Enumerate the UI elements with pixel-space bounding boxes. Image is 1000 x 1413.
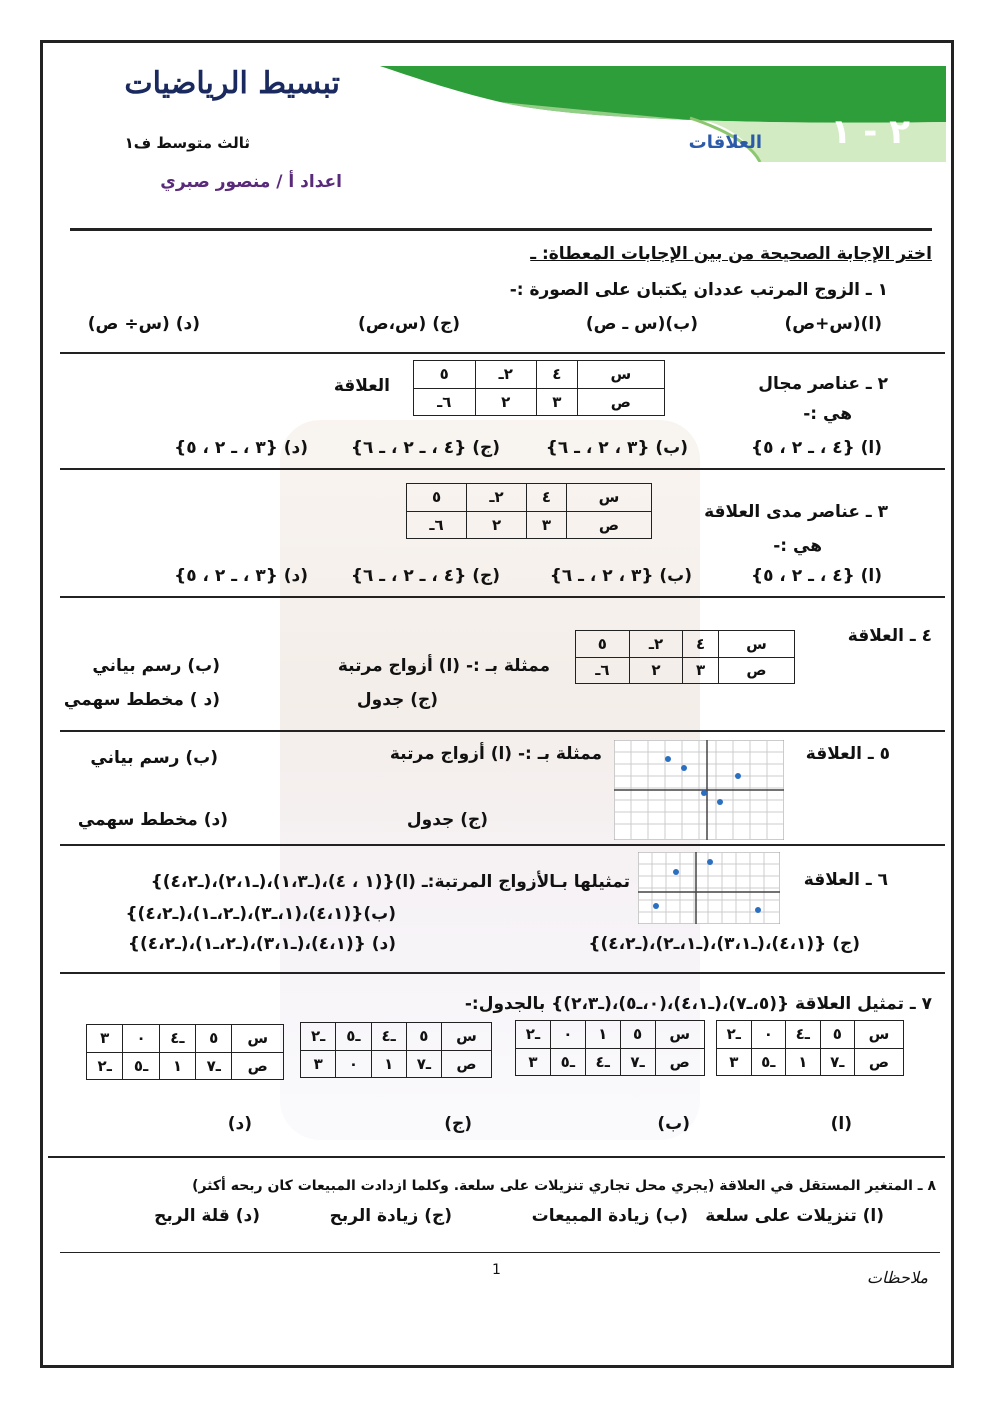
q4-option-d[interactable]: (د ) مخطط سهمي (63, 690, 220, 710)
q6-text: ٦ ـ العلاقة (803, 870, 888, 890)
divider (60, 468, 945, 470)
q7-label-c: (ج) (444, 1114, 472, 1134)
lesson-number: ٢ - ١ (830, 112, 910, 152)
q7-label-b: (ب) (657, 1114, 690, 1134)
q8-option-c[interactable]: (ج) زيادة الربح (329, 1206, 452, 1226)
notes-label: ملاحظات (866, 1268, 928, 1287)
q2-option-d[interactable]: (د) {٣ ، ـ ٢ ، ٥} (174, 438, 308, 458)
q6-option-d[interactable]: (د) {(٤،١)،(ـ٣،١)،(ـ٢،ـ١)،(ـ٤،٢)} (127, 934, 396, 954)
q7-table-b[interactable]: س ٥ ١ ٠ ـ٢ ص ـ٧ ـ٤ ـ٥ ٣ (515, 1020, 705, 1076)
q5-option-d[interactable]: (د) مخطط سهمي (77, 810, 228, 830)
q4-text: ٤ ـ العلاقة (847, 626, 932, 646)
q7-text: ٧ ـ تمثيل العلاقة {(٥،ـ٧)،(ـ٤،١)،(٠،ـ٥)،(ـ٢،٣)} بالجدول:- (464, 994, 932, 1014)
author-label: اعداد أ / منصور صبري (160, 172, 342, 192)
q5-option-a[interactable]: ممثلة بـ :- (ا) أزواج مرتبة (389, 744, 602, 764)
q4-option-c[interactable]: (ج) جدول (356, 690, 438, 710)
q8-text: ٨ ـ المتغير المستقل في العلاقة (يجري محل تجاري تنزيلات على سلعة. وكلما ازدادت المبيعات كان ربحه أكثر) (192, 1178, 936, 1194)
table-header-x: س (577, 361, 664, 389)
q3-text: ٣ ـ عناصر مدى العلاقة (704, 502, 888, 522)
q3-option-c[interactable]: (ج) {٤ ، ـ ٢ ، ـ ٦} (350, 566, 500, 586)
q8-option-d[interactable]: (د) قلة الربح (154, 1206, 260, 1226)
q1-text: ١ ـ الزوج المرتب عددان يكتبان على الصورة :- (509, 280, 888, 300)
q4-option-a[interactable]: ممثلة بـ :- (ا) أزواج مرتبة (337, 656, 550, 676)
divider (60, 972, 945, 974)
q6-option-c[interactable]: (ج) {(٤،١)،(ـ٣،١)،(ـ١،ـ٢)،(ـ٤،٢)} (588, 934, 860, 954)
page-title: تبسيط الرياضيات (124, 66, 340, 101)
q3-relation-table: س ٤ ٢ـ ٥ ص ٣ ٢ ٦ـ (406, 483, 652, 539)
grade-label: ثالث متوسط ف١ (124, 134, 250, 152)
q1-option-b[interactable]: (ب)(س ـ ص) (585, 314, 698, 334)
q7-table-a[interactable]: س ٥ ـ٤ ٠ ـ٢ ص ـ٧ ١ ـ٥ ٣ (716, 1020, 904, 1076)
q2-hi: هي :- (803, 404, 852, 424)
divider (60, 844, 945, 846)
q2-option-a[interactable]: (ا) {٤ ، ـ ٢ ، ٥} (751, 438, 882, 458)
divider (60, 596, 945, 598)
q2-option-c[interactable]: (ج) {٤ ، ـ ٢ ، ـ ٦} (350, 438, 500, 458)
lesson-title: العلاقات (688, 132, 762, 153)
q6-scatter-graph (638, 852, 780, 924)
q1-option-d[interactable]: (د) (س÷ ص) (87, 314, 200, 334)
q7-table-c[interactable]: س ٥ ـ٤ ـ٥ ـ٢ ص ـ٧ ١ ٠ ٣ (300, 1022, 492, 1078)
q5-option-b[interactable]: (ب) رسم بياني (90, 748, 218, 768)
table-header-y: ص (577, 388, 664, 416)
q2-option-b[interactable]: (ب) {٣ ، ٢ ، ـ ٦} (545, 438, 688, 458)
q6-option-a[interactable]: تمثيلها بـالأزواج المرتبة:ـ (ا){(١ ، ٤)،(ـ١،٣)،(ـ٢،١)،(ـ٤،٢)} (150, 872, 630, 892)
page-number: 1 (492, 1262, 501, 1278)
q5-scatter-graph (614, 740, 784, 840)
q3-option-d[interactable]: (د) {٣ ، ـ ٢ ، ٥} (174, 566, 308, 586)
header-divider (70, 228, 932, 231)
q2-relation-label: العلاقة (333, 376, 390, 396)
q3-option-b[interactable]: (ب) {٣ ، ٢ ، ـ ٦} (549, 566, 692, 586)
q3-hi: هي :- (773, 536, 822, 556)
q8-option-a[interactable]: (ا) تنزيلات على سلعة (705, 1206, 884, 1226)
q5-text: ٥ ـ العلاقة (805, 744, 890, 764)
q7-label-a: (ا) (830, 1114, 852, 1134)
q2-text: ٢ ـ عناصر مجال (758, 374, 888, 394)
q6-option-b[interactable]: (ب){(٤،١)،(١،ـ٣)،(ـ٢،ـ١)،(ـ٤،٢)} (125, 904, 396, 924)
q7-label-d: (د) (227, 1114, 252, 1134)
q8-option-b[interactable]: (ب) زيادة المبيعات (531, 1206, 688, 1226)
q5-option-c[interactable]: (ج) جدول (406, 810, 488, 830)
q2-relation-table: س ٤ ٢ـ ٥ ص ٣ ٢ ٦ـ (413, 360, 665, 416)
q1-option-a[interactable]: (ا)(س+ص) (784, 314, 882, 334)
q3-option-a[interactable]: (ا) {٤ ، ـ ٢ ، ٥} (751, 566, 882, 586)
q1-option-c[interactable]: (ج) (س،ص) (357, 314, 460, 334)
divider (60, 352, 945, 354)
q7-table-d[interactable]: س ٥ ـ٤ ٠ ٣ ص ـ٧ ١ ـ٥ ـ٢ (86, 1024, 284, 1080)
q4-option-b[interactable]: (ب) رسم بياني (92, 656, 220, 676)
divider (60, 730, 945, 732)
instruction: اختر الإجابة الصحيحة من بين الإجابات المعطاة: ـ (530, 244, 932, 264)
q4-relation-table: س ٤ ٢ـ ٥ ص ٣ ٢ ٦ـ (575, 630, 795, 684)
divider (48, 1156, 945, 1158)
footer-divider (60, 1252, 940, 1253)
